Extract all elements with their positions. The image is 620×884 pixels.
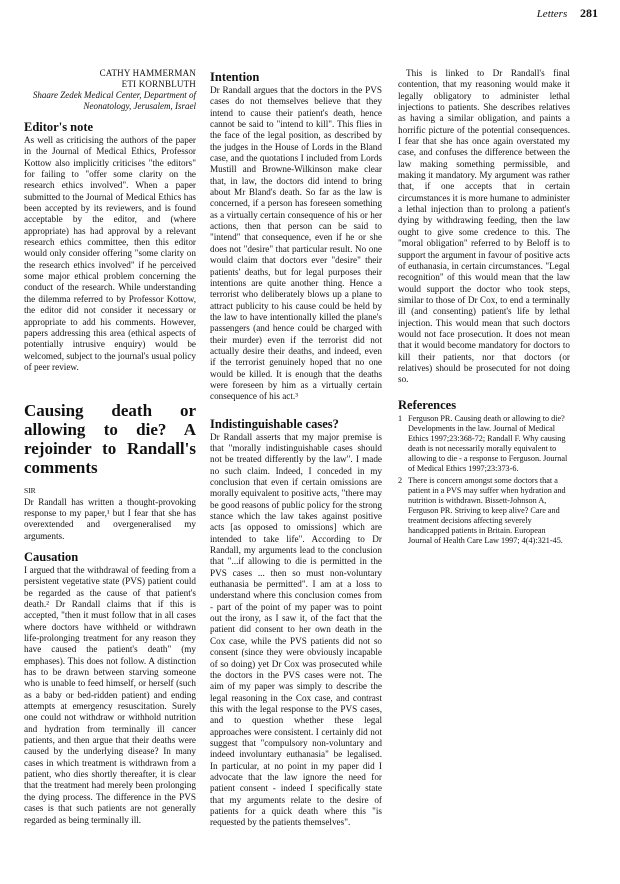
- page-number: 281: [580, 6, 598, 20]
- reference-number: 1: [398, 413, 403, 423]
- indistinguishable-heading: Indistinguishable cases?: [210, 416, 339, 431]
- causation-heading: Causation: [24, 549, 79, 564]
- salutation: SIR: [24, 486, 36, 496]
- reference-number: 2: [398, 475, 403, 485]
- intention-text: Dr Randall argues that the doctors in the PVS cases do not themselves believe that they intend to cause their patient's death, hence cannot be said to "intend to kill". This flies in the face of the legal position, as described by the judges in the House of Lords in the Bland case, and the quotations I included from Lords Mustill and Browne-Wilkinson make clear that, in law, the doctors did intend to bring about Mr Bland's death. So far as the law is concerned, if a person has foreseen something as a virtually certain consequence of his or her actions, then that person can be said to "intend" that consequence, even if he or she does not "desire" that particular result. No one would claim that doctors ever "desire" their patients' deaths, but for legal purposes their intentions are quite another thing. Hence a terrorist who deliberately blows up a plane to attract publicity to his cause could be held by the law to have intentionally killed the plane's passengers (and hence could be charged with their murder) even if the terrorist did not actually desire their deaths, and indeed, even if the terrorist genuinely hoped that no one would be killed. It is enough that the deaths were foreseen by him as a virtually certain consequence of his act.³: [210, 85, 382, 402]
- reference-item: [398, 414, 570, 474]
- references-list: [398, 414, 570, 546]
- column-2: [210, 68, 382, 828]
- column-3: [398, 68, 570, 546]
- author-name: ETI KORNBLUTH: [121, 79, 196, 89]
- article-title: Causing death or allowing to die? A rejoinder to Randall's comments: [24, 401, 196, 478]
- references-heading: References: [398, 397, 457, 412]
- indistinguishable-text: Dr Randall asserts that my major premise is that "morally indistinguishable cases should not be treated differently by the law". I made no such claim. Indeed, I conceded in my conclusion that even if certain omissions are morally equivalent to positive acts, "there may be good reasons of public policy for the strong stance which the law takes against positive acts [as opposed to omissions] which are intended to take life". According to Dr Randall, my arguments lead to the conclusion that "...if allowing to die is permitted in the PVS cases ... then so must non-voluntary euthanasia be permitted". I am at a loss to understand where this conclusion comes from - part of the point of my paper was to point out the irony, as I saw it, of the fact that the patient did consent to her own death in the Cox case, while the PVS patients did not so consent (since they were obviously incapable of so doing) yet Dr Cox was prosecuted while the doctors in the PVS cases were not. The aim of my paper was simply to describe the legal reasoning in the Cox case, and contrast this with the legal response to the PVS cases, and to question whether these legal approaches were consistent. I certainly did not suggest that "compulsory non-voluntary and indeed involuntary euthanasia" be legalised. In particular, at no point in my paper did I advocate that the law ignore the need for patient consent - indeed I specifically state that my arguments relate to the desire of patients for a quick death where this "is requested by the patients themselves".: [210, 431, 382, 828]
- author-affiliation: Neonatology, Jerusalem, Israel: [83, 101, 196, 111]
- author-name: CATHY HAMMERMAN: [99, 68, 196, 78]
- letter-signature: [24, 68, 196, 112]
- intention-heading: Intention: [210, 70, 260, 84]
- column-1: [24, 68, 196, 825]
- editors-note-heading: Editor's note: [24, 120, 94, 134]
- section-label: Letters: [536, 8, 568, 20]
- causation-text: I argued that the withdrawal of feeding from a persistent vegetative state (PVS) patient could be regarded as the cause of that patient's death.² Dr Randall claims that if this is accepted, "then it must follow that in all cases where doctors have withheld or withdrawn life-prolonging treatment for any reason they have caused the patient's death" (my emphases). This does not follow. A distinction has to be drawn between starving someone who is unable to feed himself, or herself (such as a baby or bed-ridden patient) and ending attempts at emergency resuscitation. Surely one could not withdraw or withhold nutrition and hydration from terminally ill cancer patients, and then argue that their deaths were caused by the underlying disease? In many cases in which treatment is withdrawn from a patient, who dies shortly thereafter, it is clear that the treatment had merely been prolonging the dying process. The difference in the PVS cases is that such patients are not generally regarded as being terminally ill.: [24, 564, 196, 825]
- reference-text: There is concern amongst some doctors that a patient in a PVS may suffer when hydration and nutrition is withdrawn. Bissett-Johnson A, Ferguson PR. Striving to keep alive? Care and treatment decisions affecting severely handicapped patients in Britain. European Journal of Health Care Law 1997; 4(4):321-45.: [408, 475, 566, 545]
- author-affiliation: Shaare Zedek Medical Center, Department of: [32, 90, 196, 100]
- final-contention-text: This is linked to Dr Randall's final contention, that my reasoning would make it legally obligatory to administer lethal injections to patients. She describes relatives as having a similar obligation, and paints a horrific picture of the potential consequences. I fear that she has once again overstated my case, and confuses the difference between the law making something permissible, and making it mandatory. My argument was rather that, if one accepts that in certain circumstances it is more humane to administer a lethal injection than to prolong a patient's dying by withdrawing feeding, then the law ought to give some credence to this. The "moral obligation" referred to by Beloff is to support the argument in favour of positive acts of euthanasia, in certain circumstances. "Legal recognition" of this would mean that the law would support the doctor who took steps, similar to those of Dr Cox, to end a terminally ill (and consenting) patient's life by lethal injection. This would mean that such doctors would not face prosecution. It does not mean that it would become mandatory for doctors to kill their patients, nor that doctors (or relatives) should be prosecuted for not doing so.: [398, 68, 570, 385]
- running-header: [537, 6, 598, 21]
- reference-text: Ferguson PR. Causing death or allowing to die? Developments in the law. Journal of Medical Ethics 1997;23:368-72; Randall F. Why causing death is not necessarily morally equivalent to allowing to die - a response to Ferguson. Journal of Medical Ethics 1997;23:373-6.: [408, 413, 568, 473]
- reference-item: [398, 476, 570, 546]
- article-intro: Dr Randall has written a thought-provoking response to my paper,¹ but I fear that she has overextended and overgeneralised my arguments.: [24, 496, 196, 541]
- editors-note-text: As well as criticising the authors of the paper in the Journal of Medical Ethics, Professor Kottow also implicitly criticises "the editors" for failing to "offer some clarity on the research ethics involved". When a paper submitted to the Journal of Medical Ethics has been accepted by its reviewers, and is found acceptable by the editor, and (where appropriate) has had approval by a relevant research ethics committee, then this editor would only consider offering "some clarity on the research ethics involved" if he perceived some major ethical problem concerning the conduct of the research. While understanding the dilemma referred to by Professor Kottow, the editor did not consider it necessary or appropriate to add his comments. However, papers addressing this area (ethical aspects of potentially intrusive enquiry) would be welcomed, subject to the journal's usual policy of peer review.: [24, 135, 196, 372]
